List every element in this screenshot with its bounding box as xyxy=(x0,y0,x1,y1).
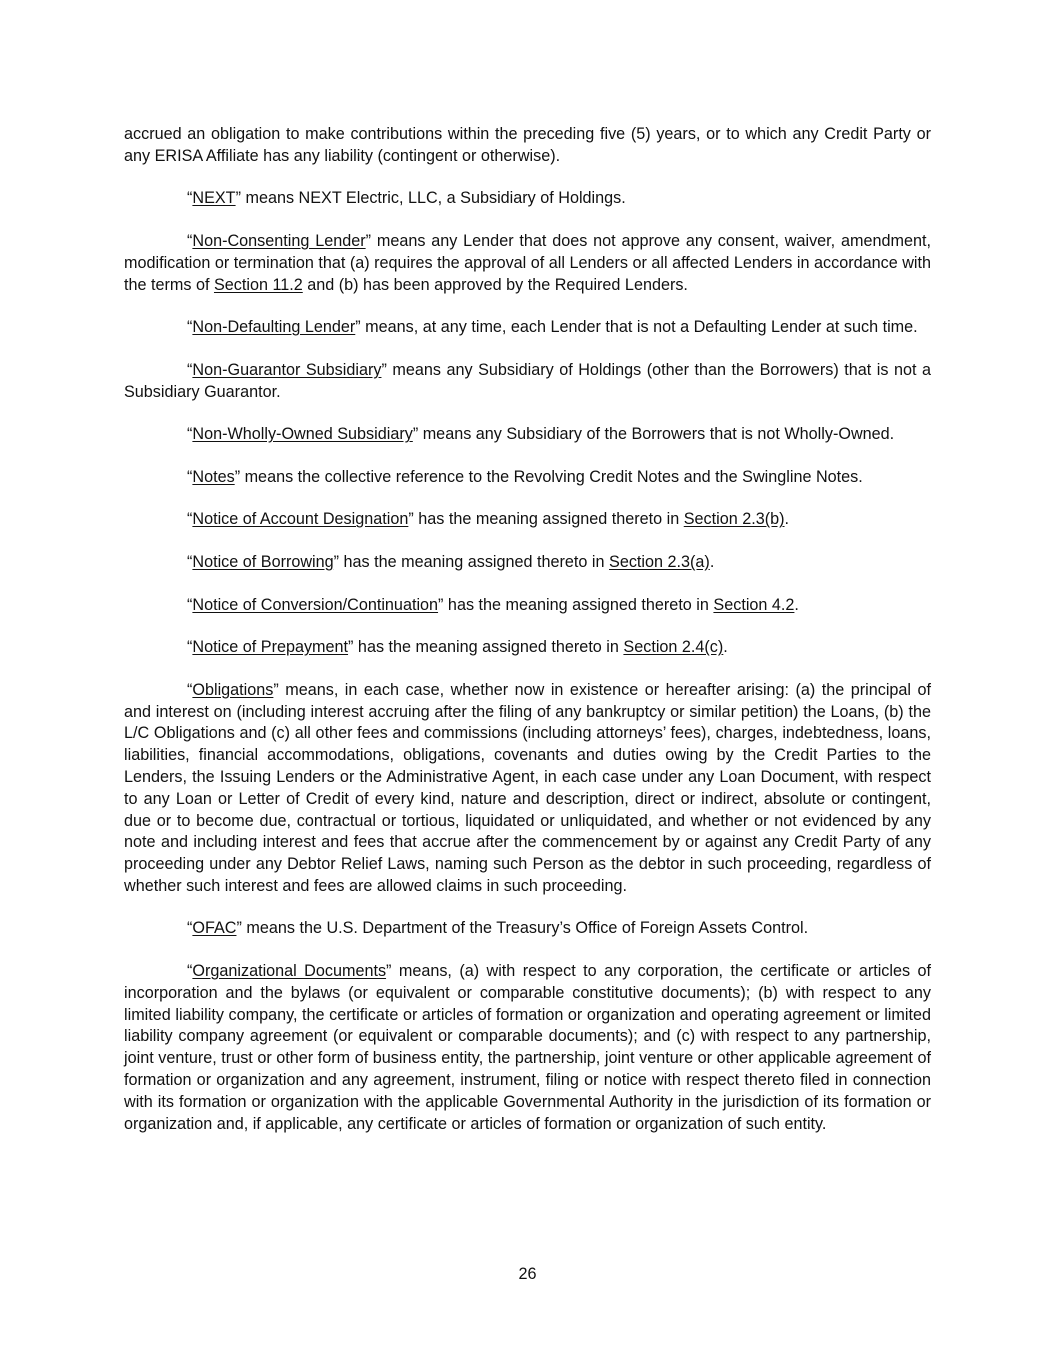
definition-next: “NEXT” means NEXT Electric, LLC, a Subsidiary of Holdings. xyxy=(187,189,626,208)
definition-text-continued: . xyxy=(709,552,715,571)
section-reference: Section 4.2 xyxy=(713,595,795,614)
defined-term: Notice of Borrowing xyxy=(192,552,334,571)
definition-non-guarantor-subsidiary: “Non-Guarantor Subsidiary” means any Subsidiary of Holdings (other than the Borrowers) that is not a Subsidiary Guarantor. xyxy=(124,360,931,401)
defined-term: Notice of Account Designation xyxy=(192,510,409,529)
definition-text-continued: . xyxy=(794,595,799,614)
defined-term: Non-Wholly-Owned Subsidiary xyxy=(192,425,413,444)
defined-term: Non-Consenting Lender xyxy=(192,231,366,250)
definition-notice-of-borrowing: “Notice of Borrowing” has the meaning assigned thereto in Section 2.3(a). xyxy=(187,552,715,571)
definition-text: ” has the meaning assigned thereto in xyxy=(333,552,610,571)
definition-text: ” means, in each case, whether now in existence or hereafter arising: (a) the principal of and interest on (including interest accruing after the filing of any bankruptcy or similar petition) the Loans, (b) the L/C Obligations and (c) all other fees and commissions (including attorneys’ fees), charges, indebtedness, loans, liabilities, financial accommodations, obligations, covenants and duties owing by the Credit Parties to the Lenders, the Issuing Lenders or the Administrative Agent, in each case under any Loan Document, with respect to any Loan or Letter of Credit of every kind, nature and description, direct or indirect, absolute or contingent, due or to become due, contractual or tortious, liquidated or unliquidated, and whether or not evidenced by any note and including interest and fees that accrue after the commencement by or against any Credit Party of any proceeding under any Debtor Relief Laws, naming such Person as the debtor in such proceeding, regardless of whether such interest and fees are allowed claims in such proceeding. xyxy=(124,680,931,895)
defined-term: NEXT xyxy=(192,189,236,208)
defined-term: Notes xyxy=(192,467,235,486)
defined-term: Non-Guarantor Subsidiary xyxy=(192,360,382,379)
definition-text: ” has the meaning assigned thereto in xyxy=(408,510,684,529)
definition-text: ” means NEXT Electric, LLC, a Subsidiary of Holdings. xyxy=(235,189,626,208)
definition-text: ” means the collective reference to the Revolving Credit Notes and the Swingline Notes. xyxy=(234,467,863,486)
defined-term: Obligations xyxy=(192,680,274,699)
defined-term: OFAC xyxy=(192,919,237,938)
definition-organizational-documents: “Organizational Documents” means, (a) with respect to any corporation, the certificate or articles of incorporation and the bylaws (or equivalent or comparable constitutive documents); (b) with respect to any limited liability company, the certificate or articles of formation or organization and operating agreement or limited liability company agreement (or equivalent or comparable documents); and (c) with respect to any partnership, joint venture, trust or other form of business entity, the partnership, joint venture or other applicable agreement of formation or organization and any agreement, instrument, filing or notice with respect thereto filed in connection with its formation or organization with the applicable Governmental Authority in the jurisdiction of its formation or organization and, if applicable, any certificate or articles of formation or organization of such entity. xyxy=(124,962,931,1133)
definition-notes: “Notes” means the collective reference to the Revolving Credit Notes and the Swingline Notes. xyxy=(187,467,863,486)
defined-term: Non-Defaulting Lender xyxy=(192,318,356,337)
definition-notice-of-conversion-continuation: “Notice of Conversion/Continuation” has the meaning assigned thereto in Section 4.2. xyxy=(187,595,799,614)
definition-ofac: “OFAC” means the U.S. Department of the Treasury’s Office of Foreign Assets Control. xyxy=(187,919,809,938)
definition-text: ” means, (a) with respect to any corporation, the certificate or articles of incorporation and the bylaws (or equivalent or comparable constitutive documents); (b) with respect to any limited liability company, the certificate or articles of formation or organization and operating agreement or limited liability company agreement (or equivalent or comparable documents); and (c) with respect to any partnership, joint venture, trust or other form of business entity, the partnership, joint venture or other applicable agreement of formation or organization and any agreement, instrument, filing or notice with respect thereto filed in connection with its formation or organization with the applicable Governmental Authority in the jurisdiction of its formation or organization and, if applicable, any certificate or articles of formation or organization of such entity. xyxy=(124,962,931,1133)
document-body xyxy=(124,124,931,1156)
defined-term: Notice of Conversion/Continuation xyxy=(192,595,439,614)
definition-non-consenting-lender: “Non-Consenting Lender” means any Lender that does not approve any consent, waiver, amendment, modification or termination that (a) requires the approval of all Lenders or all affected Lenders in accordance with the terms of Section 11.2 and (b) has been approved by the Required Lenders. xyxy=(124,231,931,294)
definition-text: ” means, at any time, each Lender that is not a Defaulting Lender at such time. xyxy=(355,318,918,337)
definition-text: ” has the meaning assigned thereto in xyxy=(438,595,714,614)
section-reference: Section 2.3(a) xyxy=(609,552,710,571)
definition-notice-of-prepayment: “Notice of Prepayment” has the meaning assigned thereto in Section 2.4(c). xyxy=(187,638,728,657)
section-reference: Section 2.3(b) xyxy=(683,510,785,529)
definition-text-continued: . xyxy=(723,638,728,657)
definition-non-defaulting-lender: “Non-Defaulting Lender” means, at any time, each Lender that is not a Defaulting Lender at such time. xyxy=(187,318,918,337)
definition-text-continued: . xyxy=(784,510,790,529)
definition-notice-of-account-designation: “Notice of Account Designation” has the meaning assigned thereto in Section 2.3(b). xyxy=(187,510,790,529)
definition-text: ” means any Lender that does not approve any consent, waiver, amendment, modification or termination that (a) requires the approval of all Lenders or all affected Lenders in accordance with the terms of xyxy=(124,231,931,294)
section-reference: Section 2.4(c) xyxy=(623,638,724,657)
definition-non-wholly-owned-subsidiary: “Non-Wholly-Owned Subsidiary” means any Subsidiary of the Borrowers that is not Wholly-Owned. xyxy=(187,425,895,444)
definition-obligations: “Obligations” means, in each case, whether now in existence or hereafter arising: (a) the principal of and interest on (including interest accruing after the filing of any bankruptcy or similar petition) the Loans, (b) the L/C Obligations and (c) all other fees and commissions (including attorneys’ fees), charges, indebtedness, loans, liabilities, financial accommodations, obligations, covenants and duties owing by the Credit Parties to the Lenders, the Issuing Lenders or the Administrative Agent, in each case under any Loan Document, with respect to any Loan or Letter of Credit of every kind, nature and description, direct or indirect, absolute or contingent, due or to become due, contractual or tortious, liquidated or unliquidated, and whether or not evidenced by any note and including interest and fees that accrue after the commencement by or against any Credit Party of any proceeding under any Debtor Relief Laws, naming such Person as the debtor in such proceeding, regardless of whether such interest and fees are allowed claims in such proceeding. xyxy=(124,680,931,895)
definition-text: ” means any Subsidiary of the Borrowers that is not Wholly-Owned. xyxy=(412,425,895,444)
defined-term: Notice of Prepayment xyxy=(192,638,349,657)
page-number: 26 xyxy=(518,1265,537,1283)
section-reference: Section 11.2 xyxy=(213,275,303,294)
intro-paragraph: accrued an obligation to make contributions within the preceding five (5) years, or to which any Credit Party or any ERISA Affiliate has any liability (contingent or otherwise). xyxy=(124,125,931,165)
defined-term: Organizational Documents xyxy=(192,962,387,981)
definition-text: ” has the meaning assigned thereto in xyxy=(348,638,624,657)
definition-text-continued: and (b) has been approved by the Required Lenders. xyxy=(302,275,688,294)
definition-text: ” means the U.S. Department of the Treasury’s Office of Foreign Assets Control. xyxy=(236,919,809,938)
definition-text: ” means any Subsidiary of Holdings (other than the Borrowers) that is not a Subsidiary Guarantor. xyxy=(124,360,931,401)
